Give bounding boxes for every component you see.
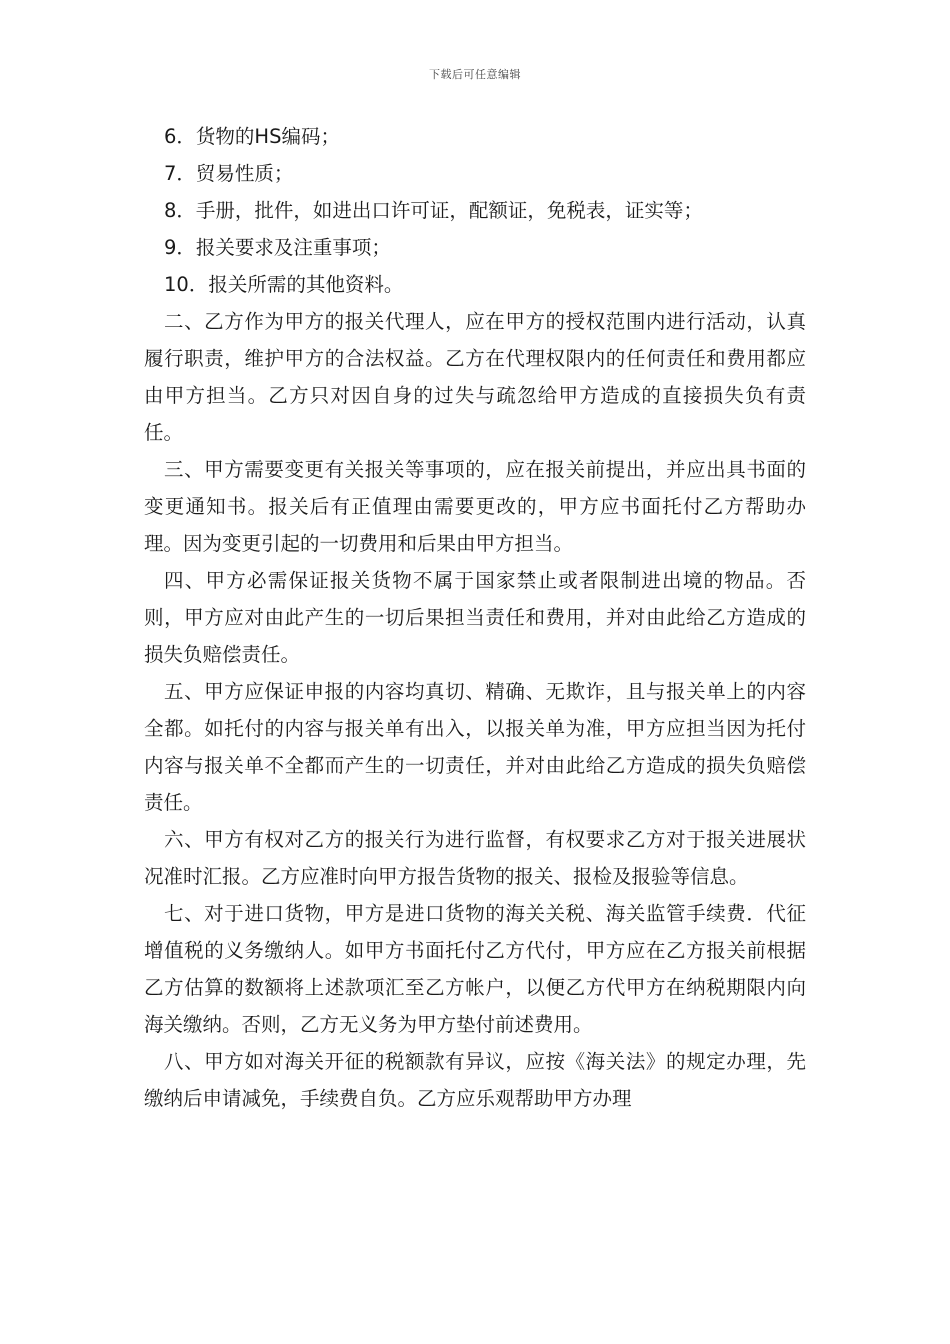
clause-3-paragraph: 三、甲方需要变更有关报关等事项的，应在报关前提出，并应出具书面的变更通知书。报关后有正值理由需要更改的，甲方应书面托付乙方帮助办理。因为变更引起的一切费用和后果由甲方担当。 [144, 458, 806, 555]
list-item-6: 6．货物的HS编码； [164, 125, 340, 148]
clause-5-paragraph: 五、甲方应保证申报的内容均真切、精确、无欺诈，且与报关单上的内容全都。如托付的内容与报关单有出入，以报关单为准，甲方应担当因为托付内容与报关单不全都而产生的一切责任，并对由此给乙方造成的损失负赔偿责任。 [144, 680, 806, 814]
clause-7-paragraph: 七、对于进口货物，甲方是进口货物的海关关税、海关监管手续费．代征增值税的义务缴纳人。如甲方书面托付乙方代付，甲方应在乙方报关前根据乙方估算的数额将上述款项汇至乙方帐户，以便乙方代甲方在纳税期限内向海关缴纳。否则，乙方无义务为甲方垫付前述费用。 [144, 902, 806, 1036]
clause-8-paragraph: 八、甲方如对海关开征的税额款有异议，应按《海关法》的规定办理，先缴纳后申请减免，手续费自负。乙方应乐观帮助甲方办理 [144, 1050, 806, 1110]
clause-2-paragraph: 二、乙方作为甲方的报关代理人，应在甲方的授权范围内进行活动，认真履行职责，维护甲方的合法权益。乙方在代理权限内的任何责任和费用都应由甲方担当。乙方只对因自身的过失与疏忽给甲方造成的直接损失负有责任。 [144, 310, 806, 444]
list-item-7: 7．贸易性质； [164, 162, 294, 185]
list-item-9: 9．报关要求及注重事项； [164, 236, 391, 259]
clause-4-paragraph: 四、甲方必需保证报关货物不属于国家禁止或者限制进出境的物品。否则，甲方应对由此产生的一切后果担当责任和费用，并对由此给乙方造成的损失负赔偿责任。 [144, 569, 806, 666]
header-note: 下载后可任意编辑 [429, 68, 521, 81]
document-body [144, 118, 806, 1117]
clause-6-paragraph: 六、甲方有权对乙方的报关行为进行监督，有权要求乙方对于报关进展状况准时汇报。乙方应准时向甲方报告货物的报关、报检及报验等信息。 [144, 828, 806, 888]
list-item-10: 10．报关所需的其他资料。 [164, 273, 404, 296]
list-item-8: 8．手册，批件，如进出口许可证，配额证，免税表，证实等； [164, 199, 703, 222]
